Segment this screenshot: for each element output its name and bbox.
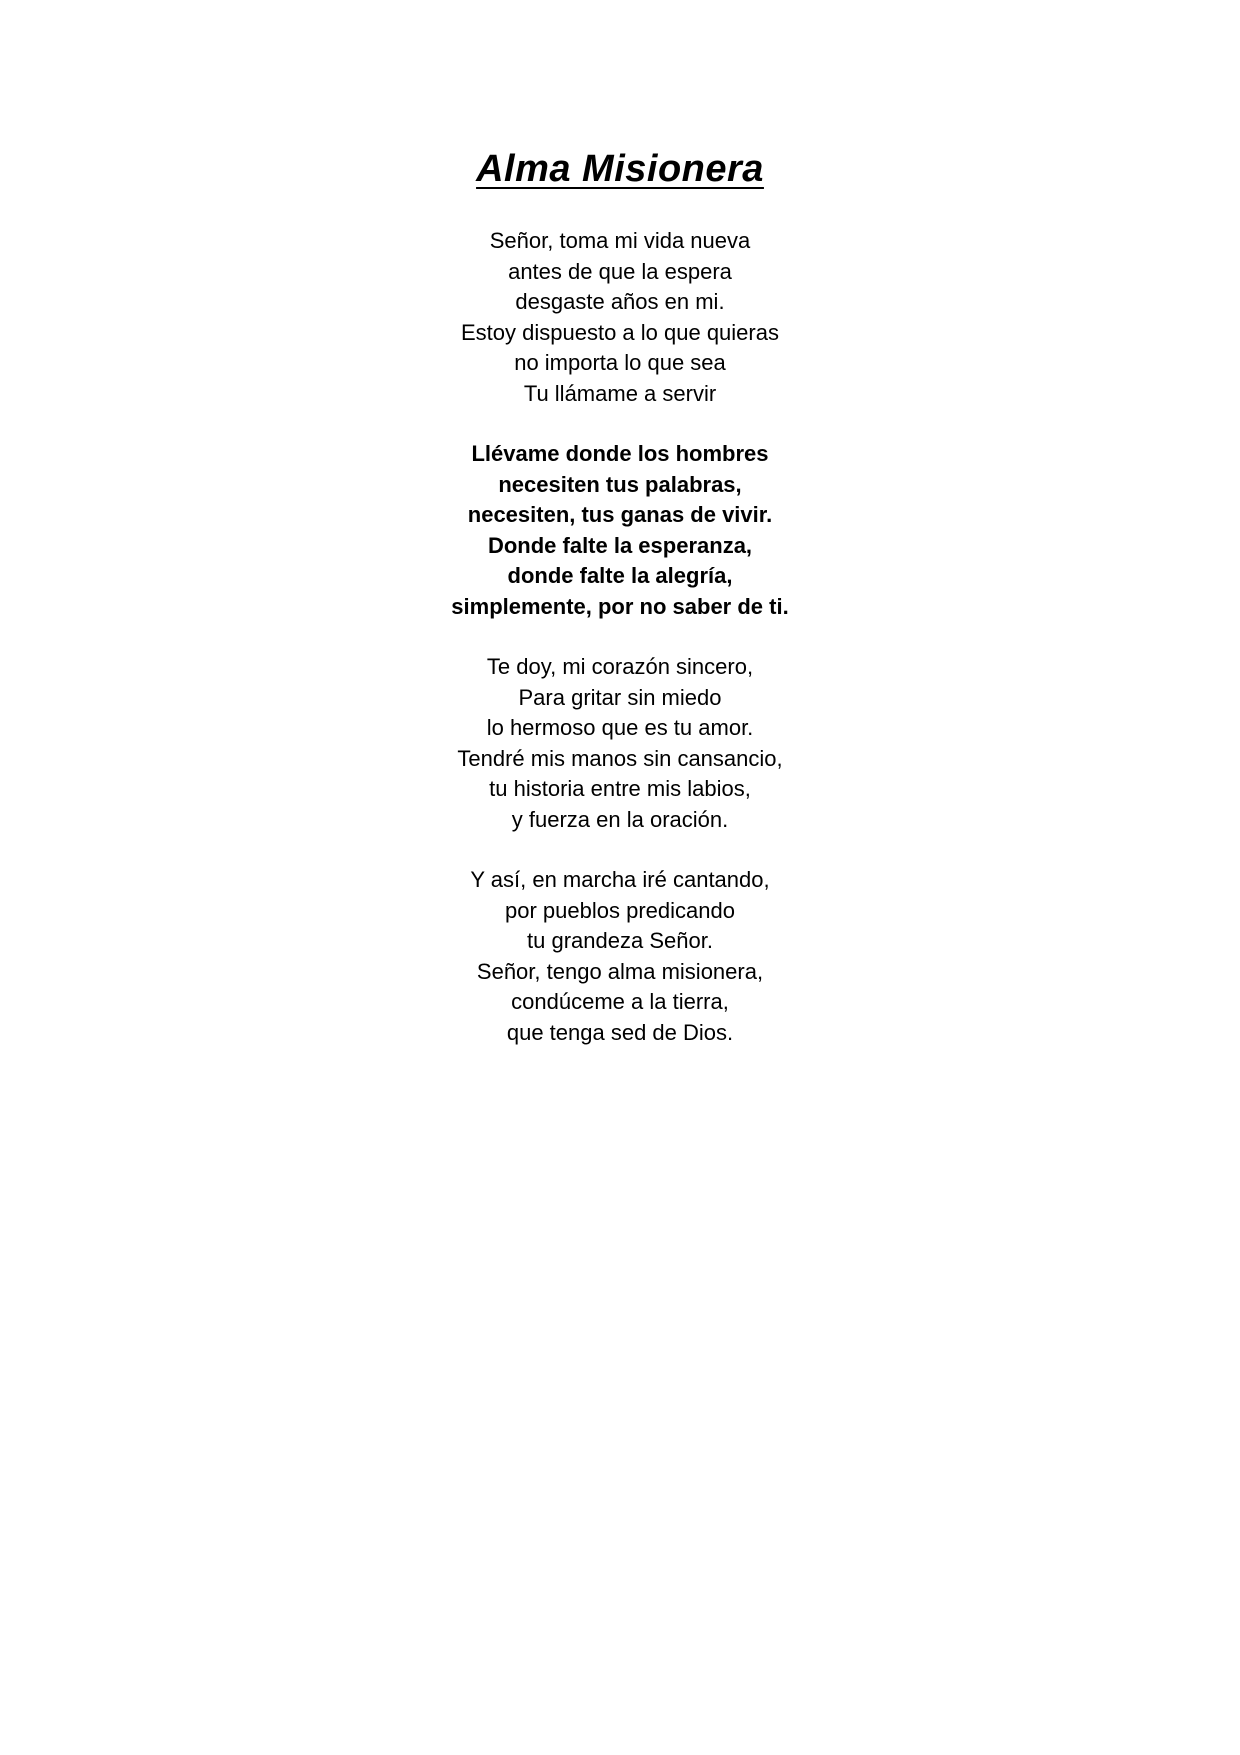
lyric-line: Y así, en marcha iré cantando, (470, 867, 770, 892)
lyric-line: lo hermoso que es tu amor. (486, 715, 754, 740)
song-lyrics (320, 146, 920, 1078)
lyric-line: condúceme a la tierra, (511, 989, 729, 1014)
lyric-line: Te doy, mi corazón sincero, (486, 654, 754, 679)
lyric-line: Señor, toma mi vida nueva (489, 228, 751, 253)
chorus-line: simplemente, por no saber de ti. (451, 593, 789, 619)
chorus-line: Donde falte la esperanza, (487, 532, 753, 558)
lyric-line: tu grandeza Señor. (527, 928, 713, 953)
stanza-1 (320, 226, 920, 409)
chorus-line: donde falte la alegría, (507, 563, 733, 588)
lyric-line: y fuerza en la oración. (511, 806, 729, 832)
stanza-4 (320, 865, 920, 1048)
lyric-line: no importa lo que sea (514, 350, 726, 375)
lyric-line: por pueblos predicando (505, 897, 735, 923)
chorus-stanza (320, 439, 920, 622)
lyric-line: Señor, tengo alma misionera, (476, 958, 764, 984)
lyric-line: antes de que la espera (508, 258, 732, 284)
lyric-line: Estoy dispuesto a lo que quieras (461, 319, 779, 345)
stanza-3 (320, 652, 920, 835)
song-title: Alma Misionera (476, 148, 764, 190)
chorus-line: necesiten, tus ganas de vivir. (467, 502, 773, 527)
lyric-line: que tenga sed de Dios. (506, 1019, 734, 1045)
lyric-line: Para gritar sin miedo (518, 684, 722, 710)
chorus-line: Llévame donde los hombres (471, 441, 769, 466)
lyric-line: desgaste años en mi. (515, 289, 725, 314)
chorus-line: necesiten tus palabras, (498, 471, 742, 497)
lyric-line: Tendré mis manos sin cansancio, (457, 745, 783, 771)
lyric-line: Tu llámame a servir (523, 380, 717, 406)
lyric-line: tu historia entre mis labios, (489, 776, 751, 801)
